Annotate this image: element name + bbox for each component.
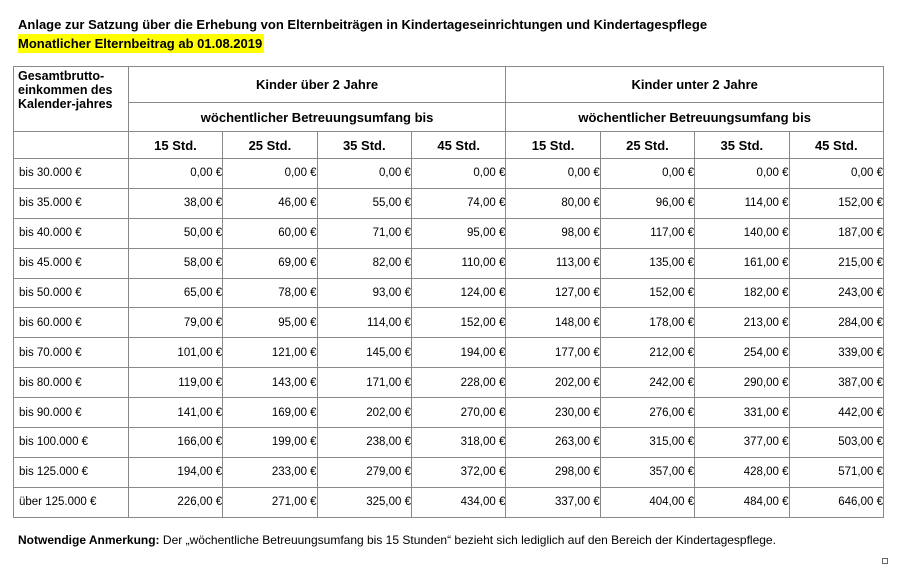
fee-cell: 298,00 € — [506, 457, 600, 487]
fee-cell: 114,00 € — [695, 188, 789, 218]
hours-header: 15 Std. — [506, 132, 600, 159]
fee-cell: 0,00 € — [789, 159, 883, 189]
fee-cell: 140,00 € — [695, 218, 789, 248]
fee-cell: 238,00 € — [317, 428, 411, 458]
fee-cell: 646,00 € — [789, 487, 883, 517]
fee-cell: 110,00 € — [411, 248, 505, 278]
fee-cell: 215,00 € — [789, 248, 883, 278]
fee-cell: 284,00 € — [789, 308, 883, 338]
hours-header: 35 Std. — [317, 132, 411, 159]
fee-cell: 226,00 € — [128, 487, 222, 517]
group-header-under-2: Kinder unter 2 Jahre — [506, 67, 884, 103]
fee-cell: 279,00 € — [317, 457, 411, 487]
fee-cell: 96,00 € — [600, 188, 694, 218]
fee-cell: 127,00 € — [506, 278, 600, 308]
fee-cell: 148,00 € — [506, 308, 600, 338]
document-header — [18, 15, 707, 53]
fee-cell: 194,00 € — [411, 338, 505, 368]
fee-cell: 428,00 € — [695, 457, 789, 487]
fee-cell: 0,00 € — [506, 159, 600, 189]
fee-cell: 117,00 € — [600, 218, 694, 248]
fee-cell: 95,00 € — [223, 308, 317, 338]
fee-cell: 50,00 € — [128, 218, 222, 248]
fee-cell: 213,00 € — [695, 308, 789, 338]
income-bracket-cell: über 125.000 € — [14, 487, 129, 517]
income-bracket-cell: bis 60.000 € — [14, 308, 129, 338]
fee-cell: 60,00 € — [223, 218, 317, 248]
fee-cell: 82,00 € — [317, 248, 411, 278]
table-row — [14, 398, 884, 428]
fee-cell: 271,00 € — [223, 487, 317, 517]
fee-cell: 145,00 € — [317, 338, 411, 368]
fee-cell: 187,00 € — [789, 218, 883, 248]
fee-cell: 114,00 € — [317, 308, 411, 338]
fee-cell: 202,00 € — [317, 398, 411, 428]
table-row — [14, 248, 884, 278]
fee-cell: 38,00 € — [128, 188, 222, 218]
fee-cell: 270,00 € — [411, 398, 505, 428]
fee-cell: 442,00 € — [789, 398, 883, 428]
fee-cell: 318,00 € — [411, 428, 505, 458]
fee-cell: 0,00 € — [128, 159, 222, 189]
table-row — [14, 308, 884, 338]
fee-cell: 152,00 € — [411, 308, 505, 338]
fee-cell: 124,00 € — [411, 278, 505, 308]
fee-cell: 357,00 € — [600, 457, 694, 487]
fee-cell: 119,00 € — [128, 368, 222, 398]
income-column-header: Gesamtbrutto-einkommen des Kalender-jahres — [14, 67, 129, 132]
table-row — [14, 487, 884, 517]
fee-cell: 95,00 € — [411, 218, 505, 248]
fee-cell: 503,00 € — [789, 428, 883, 458]
fee-cell: 230,00 € — [506, 398, 600, 428]
fee-cell: 242,00 € — [600, 368, 694, 398]
table-row — [14, 428, 884, 458]
fee-cell: 0,00 € — [223, 159, 317, 189]
fee-cell: 339,00 € — [789, 338, 883, 368]
fee-cell: 315,00 € — [600, 428, 694, 458]
fee-cell: 161,00 € — [695, 248, 789, 278]
hours-header: 45 Std. — [789, 132, 883, 159]
table-row — [14, 368, 884, 398]
fee-cell: 171,00 € — [317, 368, 411, 398]
income-bracket-cell: bis 35.000 € — [14, 188, 129, 218]
fee-cell: 177,00 € — [506, 338, 600, 368]
group-header-over-2: Kinder über 2 Jahre — [128, 67, 506, 103]
fee-cell: 263,00 € — [506, 428, 600, 458]
fee-cell: 434,00 € — [411, 487, 505, 517]
fee-cell: 69,00 € — [223, 248, 317, 278]
fee-cell: 325,00 € — [317, 487, 411, 517]
fee-table-body — [14, 159, 884, 518]
income-bracket-cell: bis 125.000 € — [14, 457, 129, 487]
footnote-label: Notwendige Anmerkung: — [18, 533, 160, 547]
fee-cell: 0,00 € — [411, 159, 505, 189]
fee-cell: 79,00 € — [128, 308, 222, 338]
subheader-over-2: wöchentlicher Betreuungsumfang bis — [128, 103, 506, 132]
table-row — [14, 457, 884, 487]
footnote — [18, 533, 776, 547]
table-row — [14, 338, 884, 368]
corner-marker — [882, 558, 888, 564]
income-bracket-cell: bis 30.000 € — [14, 159, 129, 189]
fee-cell: 571,00 € — [789, 457, 883, 487]
hours-header: 45 Std. — [411, 132, 505, 159]
fee-cell: 0,00 € — [600, 159, 694, 189]
subheader-under-2: wöchentlicher Betreuungsumfang bis — [506, 103, 884, 132]
fee-cell: 152,00 € — [789, 188, 883, 218]
fee-cell: 387,00 € — [789, 368, 883, 398]
fee-cell: 228,00 € — [411, 368, 505, 398]
table-row — [14, 188, 884, 218]
fee-cell: 233,00 € — [223, 457, 317, 487]
fee-cell: 331,00 € — [695, 398, 789, 428]
fee-cell: 74,00 € — [411, 188, 505, 218]
document-title: Anlage zur Satzung über die Erhebung von Elternbeiträgen in Kindertageseinrichtungen und Kindertagespflege — [18, 17, 708, 32]
fee-cell: 58,00 € — [128, 248, 222, 278]
fee-cell: 377,00 € — [695, 428, 789, 458]
fee-cell: 152,00 € — [600, 278, 694, 308]
income-bracket-cell: bis 90.000 € — [14, 398, 129, 428]
fee-cell: 141,00 € — [128, 398, 222, 428]
fee-cell: 0,00 € — [695, 159, 789, 189]
fee-cell: 98,00 € — [506, 218, 600, 248]
document-subtitle: Monatlicher Elternbeitrag ab 01.08.2019 — [18, 36, 263, 51]
fee-cell: 199,00 € — [223, 428, 317, 458]
fee-cell: 166,00 € — [128, 428, 222, 458]
hours-header: 25 Std. — [223, 132, 317, 159]
fee-cell: 65,00 € — [128, 278, 222, 308]
fee-cell: 169,00 € — [223, 398, 317, 428]
fee-cell: 212,00 € — [600, 338, 694, 368]
fee-cell: 337,00 € — [506, 487, 600, 517]
fee-cell: 78,00 € — [223, 278, 317, 308]
fee-cell: 101,00 € — [128, 338, 222, 368]
fee-cell: 202,00 € — [506, 368, 600, 398]
income-bracket-cell: bis 50.000 € — [14, 278, 129, 308]
income-bracket-cell: bis 40.000 € — [14, 218, 129, 248]
income-bracket-cell: bis 80.000 € — [14, 368, 129, 398]
hours-header: 15 Std. — [128, 132, 222, 159]
table-row — [14, 159, 884, 189]
fee-cell: 71,00 € — [317, 218, 411, 248]
fee-cell: 404,00 € — [600, 487, 694, 517]
fee-cell: 243,00 € — [789, 278, 883, 308]
income-bracket-cell: bis 100.000 € — [14, 428, 129, 458]
fee-cell: 80,00 € — [506, 188, 600, 218]
footnote-text: Der „wöchentliche Betreuungsumfang bis 15 Stunden“ bezieht sich lediglich auf den Bereich der Kindertagespflege. — [159, 533, 776, 547]
fee-cell: 143,00 € — [223, 368, 317, 398]
fee-table — [13, 66, 884, 518]
hours-header: 35 Std. — [695, 132, 789, 159]
fee-cell: 194,00 € — [128, 457, 222, 487]
fee-cell: 113,00 € — [506, 248, 600, 278]
fee-cell: 484,00 € — [695, 487, 789, 517]
table-row — [14, 278, 884, 308]
fee-cell: 178,00 € — [600, 308, 694, 338]
hours-header-blank — [14, 132, 129, 159]
fee-cell: 290,00 € — [695, 368, 789, 398]
fee-cell: 0,00 € — [317, 159, 411, 189]
fee-cell: 121,00 € — [223, 338, 317, 368]
fee-cell: 276,00 € — [600, 398, 694, 428]
fee-cell: 46,00 € — [223, 188, 317, 218]
income-bracket-cell: bis 70.000 € — [14, 338, 129, 368]
fee-cell: 93,00 € — [317, 278, 411, 308]
income-bracket-cell: bis 45.000 € — [14, 248, 129, 278]
fee-cell: 372,00 € — [411, 457, 505, 487]
fee-cell: 254,00 € — [695, 338, 789, 368]
fee-cell: 55,00 € — [317, 188, 411, 218]
fee-cell: 135,00 € — [600, 248, 694, 278]
fee-cell: 182,00 € — [695, 278, 789, 308]
table-row — [14, 218, 884, 248]
hours-header: 25 Std. — [600, 132, 694, 159]
